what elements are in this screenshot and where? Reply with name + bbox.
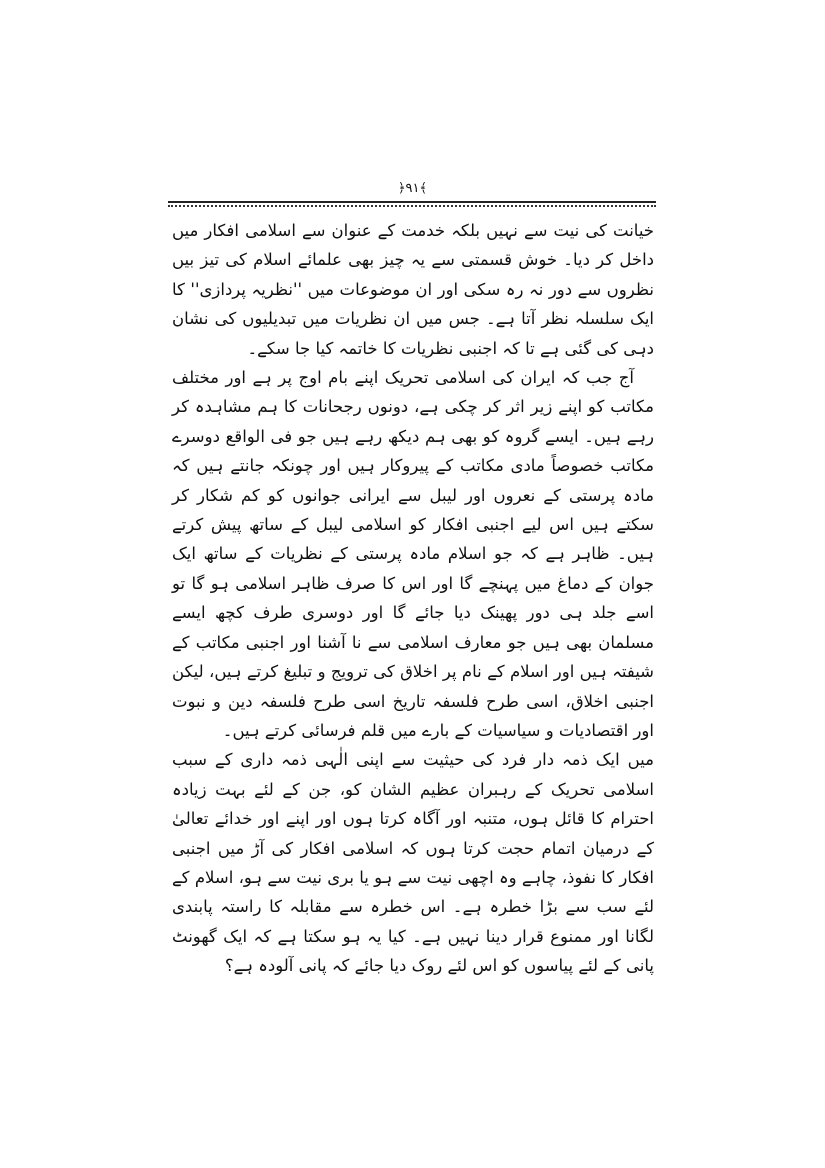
header-divider bbox=[168, 201, 656, 207]
paragraph-3: میں ایک ذمہ دار فرد کی حیثیت سے اپنی الٰہی ذمہ داری کے سبب اسلامی تحریک کے رہبران عظیم الشان کو، جن کے لئے بہت زیادہ احترام کا قائل ہوں، متنبہ اور آگاہ کرتا ہوں اور اپنے اور خدائے تعالیٰ کے درمیان اتمام حجت کرتا ہوں کہ اسلامی افکار کی آڑ میں اجنبی افکار کا نفوذ، چاہے وہ اچھی نیت سے ہو یا بری نیت سے ہو، اسلام کے لئے سب سے بڑا خطرہ ہے۔ اس خطرہ سے مقابلہ کا راستہ پابندی لگانا اور ممنوع قرار دینا نہیں ہے۔ کیا یہ ہو سکتا ہے کہ ایک گھونٹ پانی کے لئے پیاسوں کو اس لئے روک دیا جائے کہ پانی آلودہ ہے؟ bbox=[172, 750, 654, 976]
body-text bbox=[172, 216, 654, 981]
page-number: ﴿۹۱﴾ bbox=[397, 181, 428, 196]
paragraph-1: خیانت کی نیت سے نہیں بلکہ خدمت کے عنوان سے اسلامی افکار میں داخل کر دیا۔ خوش قسمتی سے یہ چیز بھی علمائے اسلام کی تیز بیں نظروں سے دور نہ رہ سکی اور ان موضوعات میں ''نظریہ پردازی'' کا ایک سلسلہ نظر آتا ہے۔ جس میں ان نظریات میں تبدیلیوں کی نشان دہی کی گئی ہے تا کہ اجنبی نظریات کا خاتمہ کیا جا سکے۔ bbox=[172, 221, 654, 358]
paragraph-2: آج جب کہ ایران کی اسلامی تحریک اپنے بام اوج پر ہے اور مختلف مکاتب کو اپنے زیر اثر کر چکی ہے، دونوں رجحانات کا ہم مشاہدہ کر رہے ہیں۔ ایسے گروہ کو بھی ہم دیکھ رہے ہیں جو فی الواقع دوسرے مکاتب خصوصاً مادی مکاتب کے پیروکار ہیں اور چونکہ جانتے ہیں کہ مادہ پرستی کے نعروں اور لیبل سے ایرانی جوانوں کو کم شکار کر سکتے ہیں اس لیے اجنبی افکار کو اسلامی لیبل کے ساتھ پیش کرتے ہیں۔ ظاہر ہے کہ جو اسلام مادہ پرستی کے نظریات کے ساتھ ایک جوان کے دماغ میں پہنچے گا اور اس کا صرف ظاہر اسلامی ہو گا تو اسے جلد ہی دور پھینک دیا جائے گا اور دوسری طرف کچھ ایسے مسلمان بھی ہیں جو معارف اسلامی سے نا آشنا اور اجنبی مکاتب کے شیفتہ ہیں اور اسلام کے نام پر اخلاق کی ترویج و تبلیغ کرتے ہیں، لیکن اجنبی اخلاق، اسی طرح فلسفہ تاریخ اسی طرح فلسفہ دین و نبوت اور اقتصادیات و سیاسیات کے بارے میں قلم فرسائی کرتے ہیں۔ bbox=[172, 368, 654, 740]
